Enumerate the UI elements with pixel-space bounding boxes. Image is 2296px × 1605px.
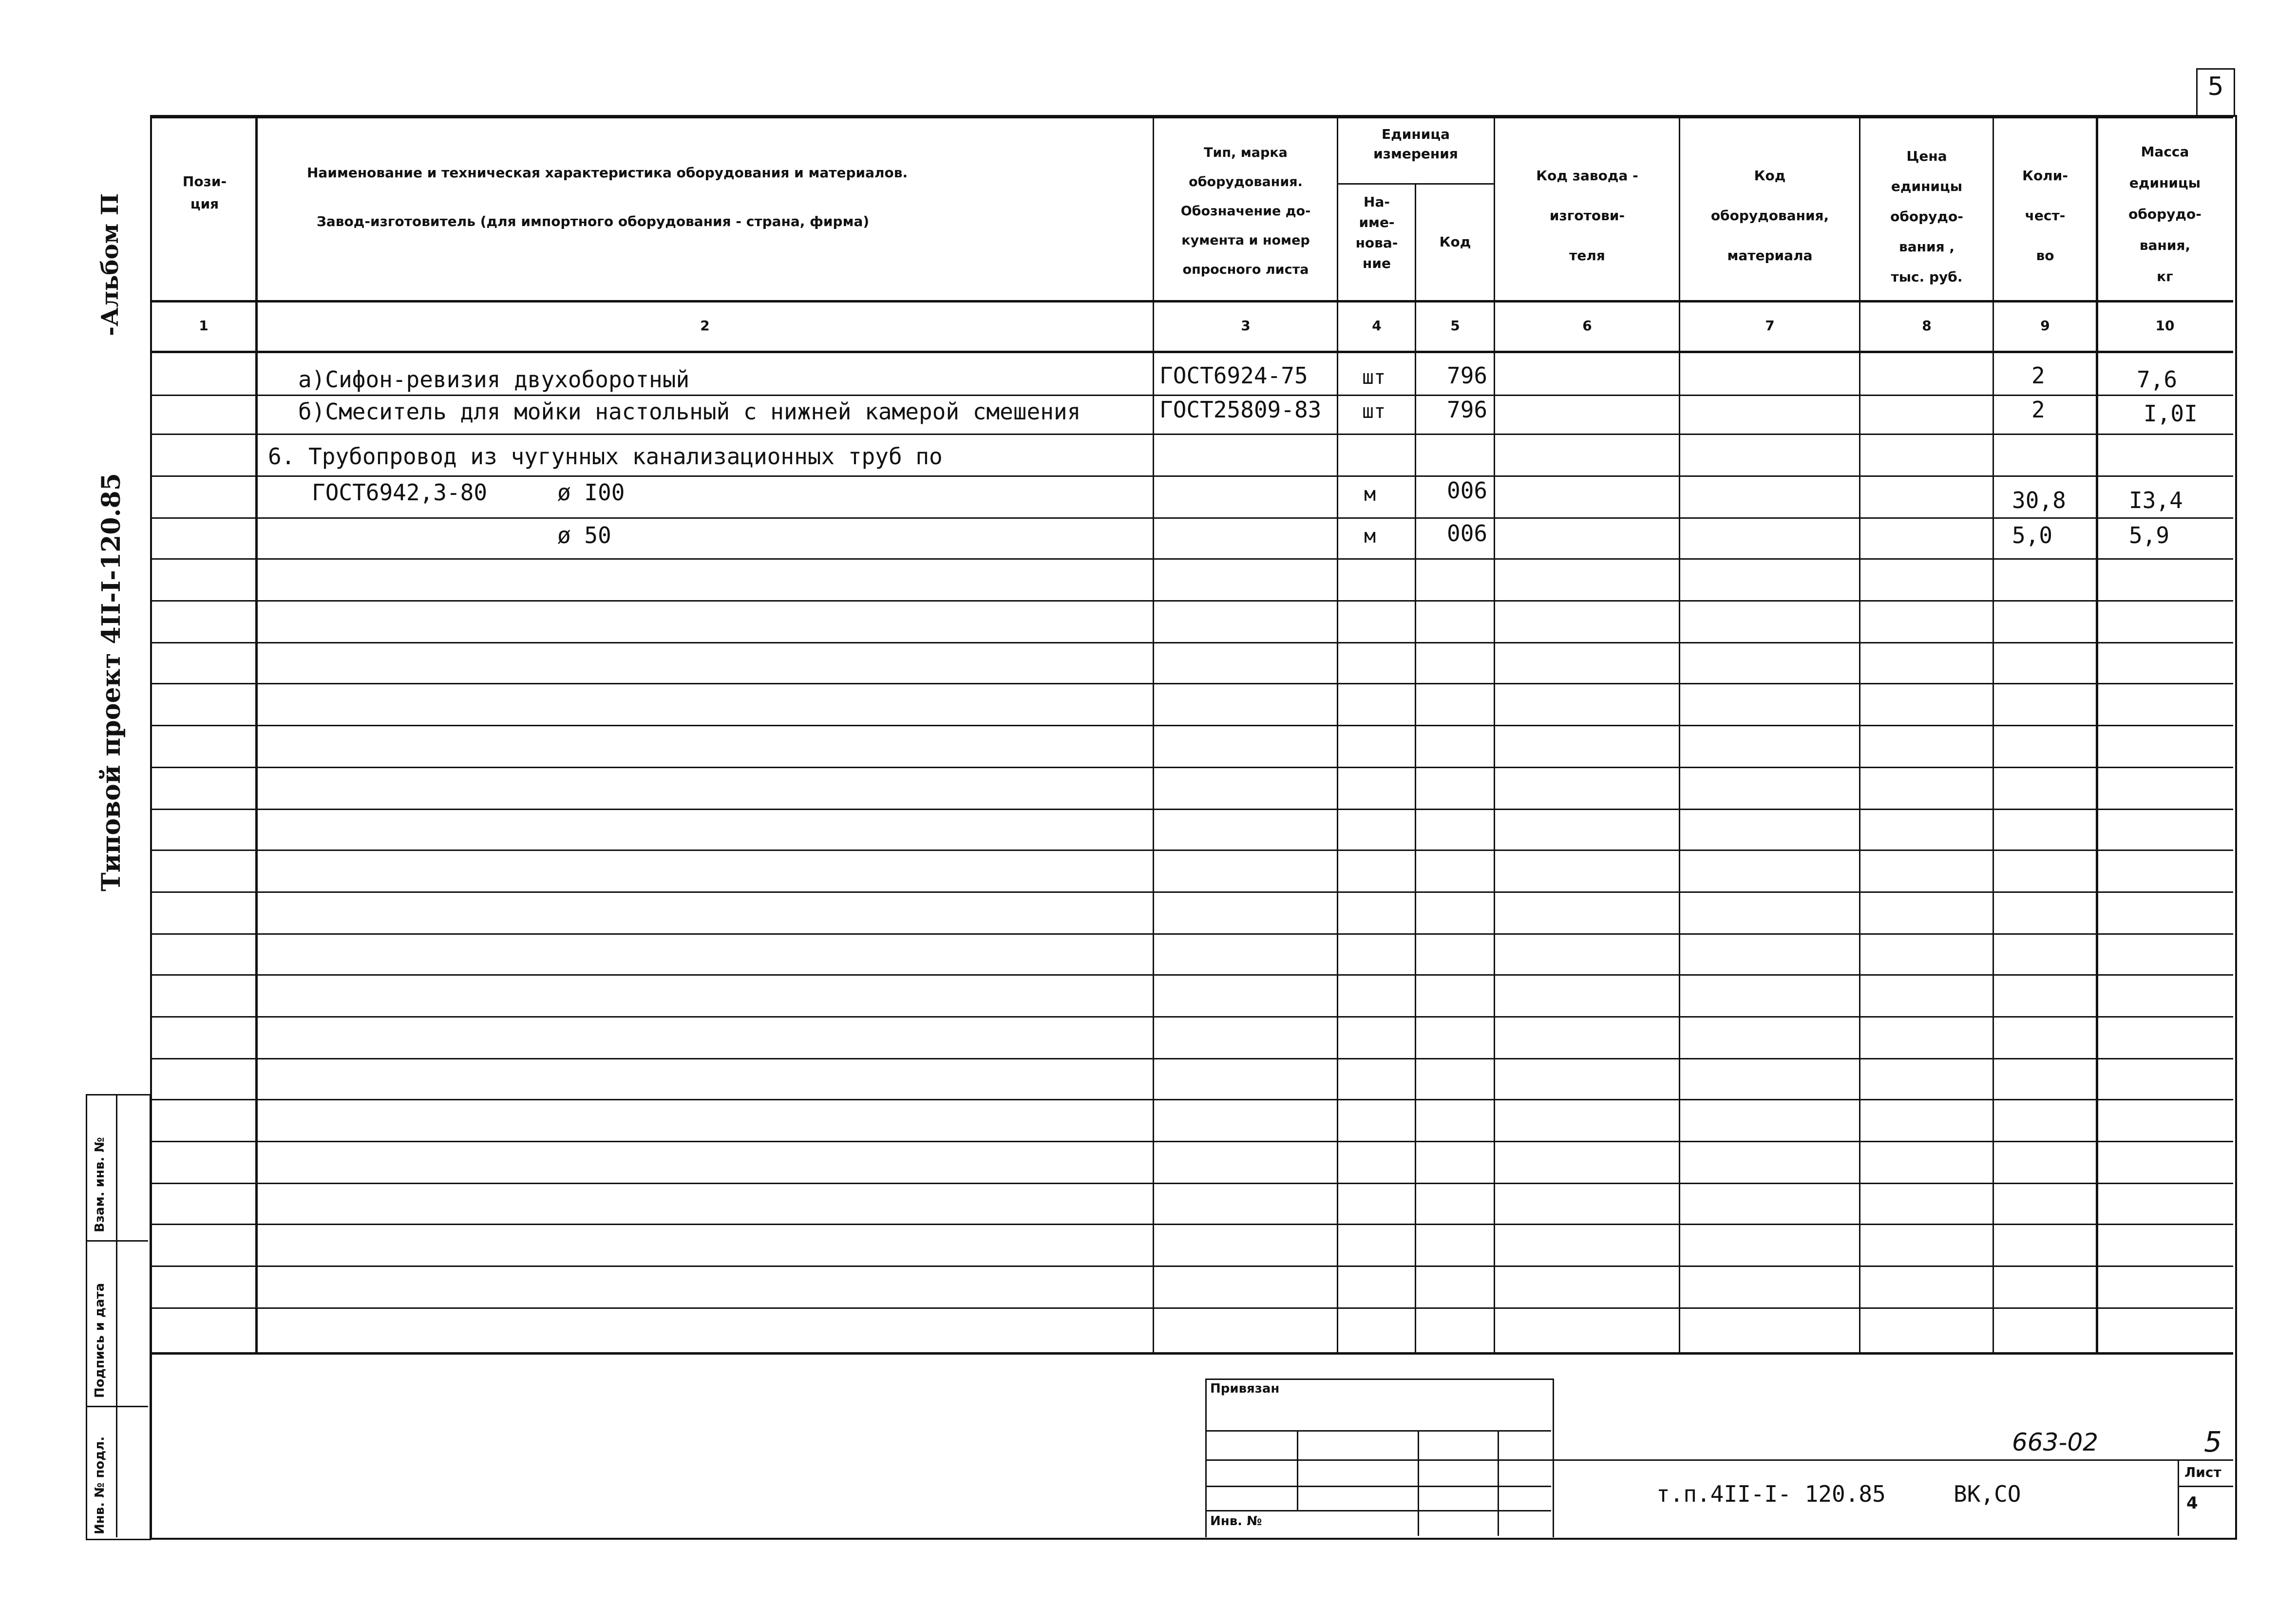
privyazan-label: Привязан — [1210, 1381, 1280, 1396]
document-code: т.п.4II-I- 120.85 — [1656, 1481, 1886, 1507]
header-position: Пози- ция — [182, 173, 227, 212]
table-row-5-code: 006 — [1447, 520, 1488, 547]
sheet-big-number: 5 — [2204, 1425, 2222, 1458]
inv-no-label: Инв. № — [1210, 1514, 1262, 1529]
table-row-2-qty: 2 — [2031, 397, 2045, 423]
project-label: Типовой проект 4II-I-120.85 — [96, 473, 126, 891]
colnum-10: 10 — [2155, 318, 2175, 334]
album-label: -Альбом П — [96, 193, 124, 336]
colnum-6: 6 — [1582, 318, 1592, 334]
table-row-4-dia: ø I00 — [557, 479, 625, 506]
table-row-4-code: 006 — [1447, 477, 1488, 504]
header-factory-code: Код завода - изготови- теля — [1536, 168, 1638, 264]
colnum-2: 2 — [700, 318, 710, 334]
colnum-1: 1 — [199, 318, 209, 334]
order-number: 663-02 — [2012, 1428, 2099, 1456]
header-equipment-code: Код оборудования, материала — [1710, 168, 1829, 264]
table-row-2-name: б)Смеситель для мойки настольный с нижней камерой смешения — [298, 398, 1081, 425]
colnum-8: 8 — [1922, 318, 1932, 334]
table-row-1-name: а)Сифон-ревизия двухоборотный — [298, 366, 690, 393]
header-unit-code: Код — [1439, 234, 1471, 250]
colnum-4: 4 — [1372, 318, 1382, 334]
header-mass: Масса единицы оборудо- вания, кг — [2128, 144, 2201, 284]
table-row-2-mass: I,0I — [2144, 400, 2198, 427]
header-unit-name: На- име- нова- ние — [1355, 194, 1398, 271]
table-row-1-code: 796 — [1447, 362, 1488, 389]
table-row-4-qty: 30,8 — [2012, 487, 2066, 513]
table-row-1-unit: шт — [1362, 366, 1386, 389]
table-row-2-type: ГОСТ25809-83 — [1159, 397, 1322, 423]
colnum-3: 3 — [1241, 318, 1251, 334]
sheet-number-top: 5 — [2207, 72, 2224, 101]
table-row-1-qty: 2 — [2031, 362, 2045, 389]
header-quantity: Коли- чест- во — [2022, 168, 2068, 264]
header-type: Тип, марка оборудования. Обозначение до- кумента и номер опросного листа — [1180, 145, 1311, 277]
colnum-7: 7 — [1765, 318, 1775, 334]
side-stamp-sign: Подпись и дата — [93, 1283, 107, 1398]
document-mark: ВК,СО — [1954, 1481, 2021, 1507]
table-row-4-name: ГОСТ6942,3-80 — [312, 479, 488, 506]
header-name-line1: Наименование и техническая характеристика оборудования и материалов. — [307, 165, 908, 181]
table-row-2-unit: шт — [1362, 400, 1386, 423]
table-row-4-unit: м — [1364, 483, 1376, 506]
table-row-2-code: 796 — [1447, 397, 1488, 423]
header-name-line2: Завод-изготовитель (для импортного оборудования - страна, фирма) — [317, 213, 870, 229]
colnum-9: 9 — [2040, 318, 2050, 334]
table-row-1-mass: 7,6 — [2137, 366, 2178, 393]
table-row-3-name: 6. Трубопровод из чугунных канализационных труб по — [268, 443, 943, 470]
sheet-value: 4 — [2186, 1493, 2198, 1513]
colnum-5: 5 — [1450, 318, 1460, 334]
table-row-5-dia: ø 50 — [557, 522, 611, 548]
header-price: Цена единицы оборудо- вания , тыс. руб. — [1890, 148, 1963, 285]
header-unit-group: Единица измерения — [1373, 126, 1458, 162]
table-row-5-qty: 5,0 — [2012, 522, 2053, 548]
side-stamp-replace: Взам. инв. № — [93, 1137, 107, 1232]
table-row-4-mass: I3,4 — [2129, 487, 2183, 513]
sheet-label: Лист — [2184, 1464, 2221, 1480]
table-row-1-type: ГОСТ6924-75 — [1159, 362, 1308, 389]
side-stamp-inv: Инв. № подл. — [93, 1436, 107, 1534]
table-row-5-unit: м — [1364, 525, 1376, 548]
table-row-5-mass: 5,9 — [2129, 522, 2170, 548]
